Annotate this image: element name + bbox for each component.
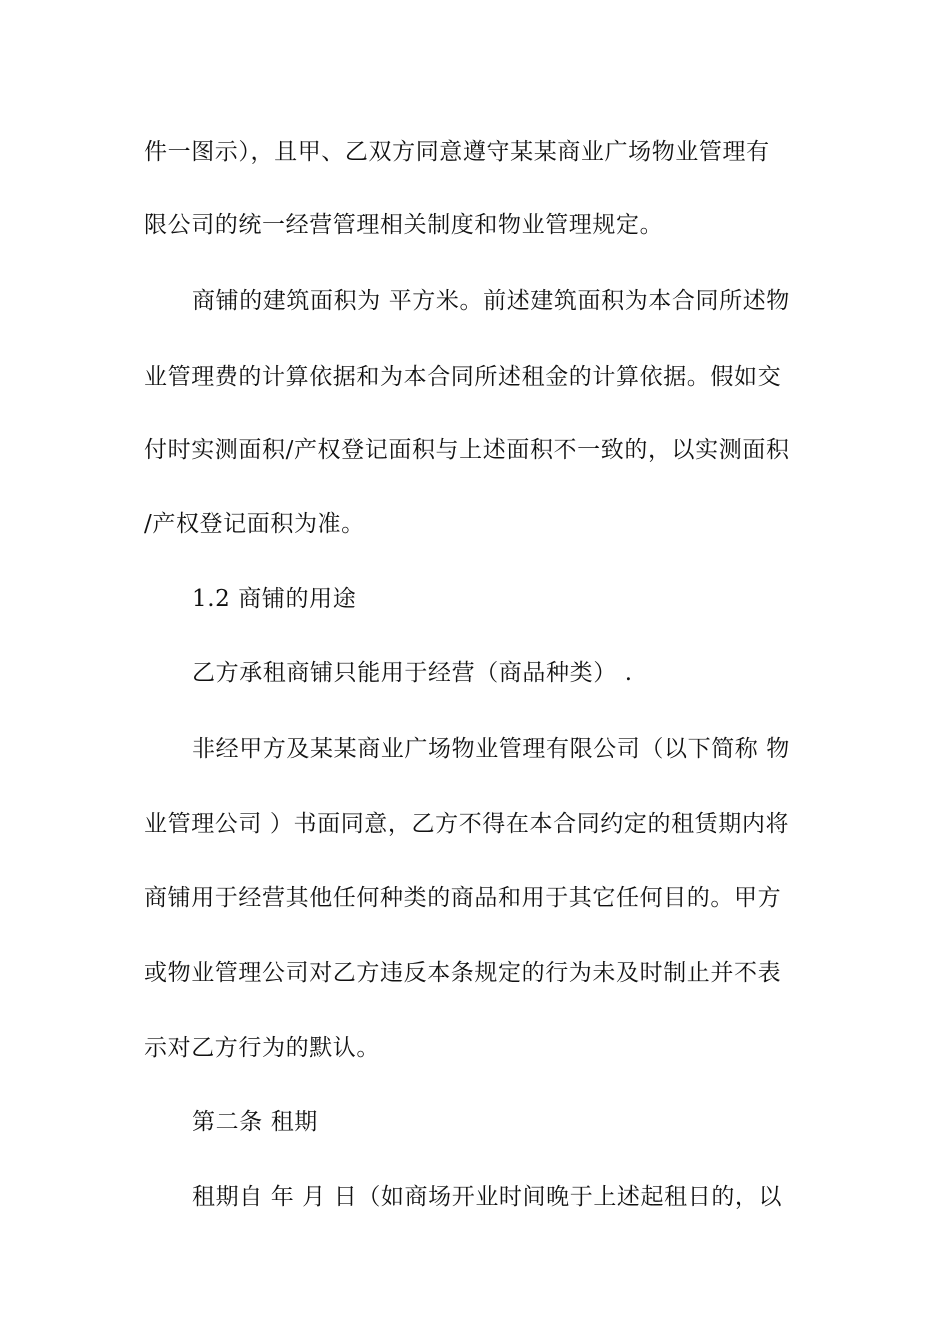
paragraph-line: 业管理费的计算依据和为本合同所述租金的计算依据。假如交 bbox=[144, 364, 782, 390]
paragraph-line: 租期自 年 月 日（如商场开业时间晚于上述起租日的，以 bbox=[192, 1184, 783, 1210]
paragraph-line: 商铺的建筑面积为 平方米。前述建筑面积为本合同所述物 bbox=[192, 288, 790, 314]
paragraph-line: 示对乙方行为的默认。 bbox=[144, 1035, 380, 1061]
paragraph-line: 乙方承租商铺只能用于经营（商品种类） . bbox=[192, 660, 633, 686]
paragraph-line: 件一图示），且甲、乙双方同意遵守某某商业广场物业管理有 bbox=[144, 139, 770, 165]
paragraph-line: 或物业管理公司对乙方违反本条规定的行为未及时制止并不表 bbox=[144, 960, 782, 986]
article-heading: 第二条 租期 bbox=[192, 1109, 318, 1135]
paragraph-line: 非经甲方及某某商业广场物业管理有限公司（以下简称 物 bbox=[192, 736, 790, 762]
paragraph-line: /产权登记面积为准。 bbox=[144, 511, 365, 537]
paragraph-line: 限公司的统一经营管理相关制度和物业管理规定。 bbox=[144, 212, 664, 238]
section-heading: 1.2 商铺的用途 bbox=[192, 586, 357, 612]
paragraph-line: 商铺用于经营其他任何种类的商品和用于其它任何目的。甲方 bbox=[144, 885, 782, 911]
paragraph-line: 付时实测面积/产权登记面积与上述面积不一致的，以实测面积 bbox=[144, 437, 790, 463]
paragraph-line: 业管理公司 ）书面同意，乙方不得在本合同约定的租赁期内将 bbox=[144, 811, 790, 837]
